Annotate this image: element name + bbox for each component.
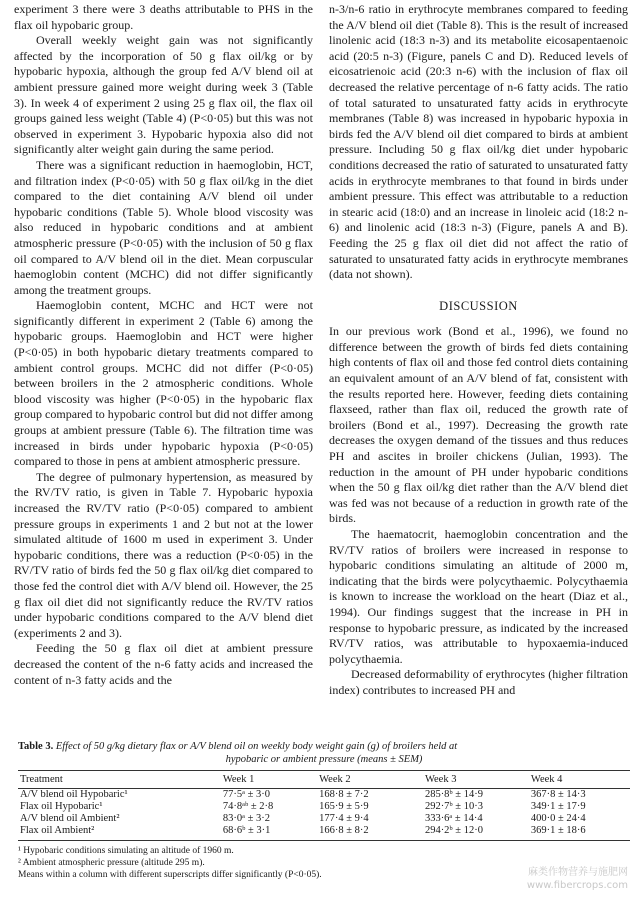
- table-caption: [18, 740, 630, 766]
- header-treatment: Treatment: [20, 774, 63, 785]
- watermark-line-1: 麻类作物营养与施肥网: [528, 867, 628, 878]
- footnote-3: Means within a column with different superscripts differ significantly (P<0·05).: [18, 870, 322, 880]
- left-paragraph-5: The degree of pulmonary hypertension, as measured by the RV/TV ratio, is given in Table 7. Hypobaric hypoxia increased the RV/TV ratio (P<0·05) compared to ambient pressure groups in experiments 1 and 2 but not at the lower simulated altitude of 1600 m used in experiment 3. Under hypobaric conditions, there was a reduction (P<0·05) in the RV/TV ratio of birds fed the 50 g flax oil/kg diet compared to those fed the control diet with A/V blend oil. However, the 25 g flax oil diet did not significantly reduce the RV/TV ratios under hypobaric conditions compared to the A/V blend diet (experiments 2 and 3).: [14, 469, 313, 640]
- table-row: [18, 801, 630, 813]
- weight-gain-table: [18, 770, 630, 841]
- left-paragraph-6: Feeding the 50 g flax oil diet at ambient pressure decreased the content of the n-6 fatty acids and increased the content of n-3 fatty acids and the: [14, 641, 313, 687]
- header-week-2: Week 2: [319, 774, 351, 785]
- cell-week-4: 400·0 ± 24·4: [530, 813, 586, 824]
- cell-week-3: 285·8ᵇ ± 14·9: [424, 789, 483, 800]
- cell-week-4: 349·1 ± 17·9: [530, 801, 586, 812]
- table-caption-line2: hypobaric or ambient pressure (means ± SEM): [225, 754, 423, 765]
- table-row: [18, 789, 630, 802]
- header-week-1: Week 1: [222, 774, 255, 785]
- cell-week-4: 367·8 ± 14·3: [530, 789, 586, 800]
- header-week-3: Week 3: [424, 774, 457, 785]
- cell-week-1: 74·8ᵃᵇ ± 2·8: [222, 801, 274, 812]
- discussion-paragraph-1: In our previous work (Bond et al., 1996), we found no difference between the growth of birds fed diets containing high contents of flax oil and those fed control diets containing an equivalent amount of an A/V blend of fat, consistent with the results reported here. However, feeding diets containing flaxseed, rather than flax oil, reduced the growth rate of broilers (Bond et al., 1997). Decreasing the growth rate decreases the oxygen demand of the tissues and thus reduces PH and ascites in broiler chickens (Julian, 1993). The reduction in the amount of PH under hypobaric conditions when the 50 g flax oil/kg diet rather than the A/V blend diet was fed was not because of a reduction in growth rate of the birds.: [329, 324, 628, 526]
- cell-week-2: 177·4 ± 9·4: [319, 813, 369, 824]
- cell-week-2: 165·9 ± 5·9: [319, 801, 369, 812]
- cell-treatment: Flax oil Ambient²: [20, 825, 95, 836]
- site-watermark: [527, 866, 628, 892]
- cell-week-1: 68·6ᵇ ± 3·1: [222, 825, 271, 836]
- cell-week-3: 333·6ᵃ ± 14·4: [424, 813, 483, 824]
- discussion-paragraph-2: The haematocrit, haemoglobin concentration and the RV/TV ratios of broilers were increased in response to hypobaric conditions simulating an altitude of 2000 m, indicating that the birds were polycythaemic. Polycythaemia is known to increase the workload on the heart (Diaz et al., 1994). Our findings suggest that the increase in PH in response to hypobaric pressure, as indicated by the increased RV/TV ratios, was attributable to hypoxaemia-induced polycythaemia.: [329, 527, 628, 666]
- cell-week-2: 168·8 ± 7·2: [319, 789, 369, 800]
- left-paragraph-1: experiment 3 there were 3 deaths attributable to PHS in the flax oil hypobaric group.: [14, 2, 313, 32]
- header-week-4: Week 4: [530, 774, 563, 785]
- table-header-row: [18, 771, 630, 789]
- table-caption-line1: Effect of 50 g/kg dietary flax or A/V blend oil on weekly body weight gain (g) of broilers held at: [55, 741, 458, 752]
- cell-week-2: 166·8 ± 8·2: [319, 825, 369, 836]
- right-paragraph-1: n-3/n-6 ratio in erythrocyte membranes compared to feeding the A/V blend oil diet (Table 8). This is the result of increased linolenic acid (18:3 n-3) and its metabolite eicosapentaenoic acid (20:5 n-3) (Figure, panels C and D). Reduced levels of eicosatrienoic acid (20:3 n-6) with the inclusion of flax oil decreased the relative percentage of n-6 fatty acids. The ratio of total saturated to unsaturated fatty acids in erythrocyte membranes (Table 8) was increased in hypobaric hypoxia in birds fed the A/V blend oil diet compared to birds at ambient pressure. Including 50 g flax oil/kg diet under hypobaric conditions decreased the ratio of saturated to unsaturated fatty acids in erythrocyte membranes to that found in birds under ambient pressure. This effect was attributable to a reduction in stearic acid (18:0) and an increase in linoleic acid (18:2 n-6) and linolenic acid (18:3 n-3) (Figure, panels A and B). Feeding the 25 g flax oil diet did not affect the ratio of saturated to unsaturated fatty acids in erythrocyte membranes (data not shown).: [329, 2, 628, 282]
- cell-treatment: A/V blend oil Hypobaric¹: [20, 789, 128, 800]
- cell-week-1: 77·5ᵃ ± 3·0: [222, 789, 270, 800]
- cell-treatment: Flax oil Hypobaric¹: [20, 801, 103, 812]
- cell-week-1: 83·0ᵃ ± 3·2: [222, 813, 270, 824]
- footnote-1: ¹ Hypobaric conditions simulating an altitude of 1960 m.: [18, 846, 234, 856]
- right-column: [329, 2, 628, 738]
- cell-treatment: A/V blend oil Ambient²: [20, 813, 120, 824]
- left-paragraph-4: Haemoglobin content, MCHC and HCT were not significantly different in experiment 2 (Table 6) among the hypobaric groups. Haemoglobin and HCT were higher (P<0·05) in both hypobaric dietary treatments compared to ambient control groups. MCHC did not differ (P<0·05) between broilers in the 2 atmospheric conditions. Whole blood viscosity was higher (P<0·05) in the hypobaric flax group compared to hypobaric control but did not differ among groups at ambient pressure (Table 6). The filtration time was increased in birds under hypobaric hypoxia (P<0·05) compared to those in pens at ambient atmospheric pressure.: [14, 298, 313, 469]
- left-column: [14, 2, 313, 738]
- footnote-2: ² Ambient atmospheric pressure (altitude 295 m).: [18, 858, 205, 868]
- left-paragraph-3: There was a significant reduction in haemoglobin, HCT, and filtration index (P<0·05) with 50 g flax oil/kg in the diet compared to the diet containing A/V blend oil under hypobaric conditions (Table 5). Whole blood viscosity was also reduced in hypobaric conditions and at ambient atmospheric pressure (P<0·05) with the inclusion of 50 g flax oil compared to A/V blend oil in the diet. Mean corpuscular haemoglobin content (MCHC) did not differ significantly among the treatment groups.: [14, 157, 313, 297]
- table-label: Table 3.: [18, 741, 54, 752]
- two-column-body: [14, 2, 628, 738]
- table-row: [18, 825, 630, 841]
- table-3: [18, 740, 630, 881]
- table-row: [18, 813, 630, 825]
- cell-week-3: 294·2ᵇ ± 12·0: [424, 825, 483, 836]
- left-paragraph-2: Overall weekly weight gain was not significantly affected by the incorporation of 50 g flax oil/kg or by hypobaric hypoxia, although the group fed A/V blend oil at ambient pressure gained more weight during week 3 (Table 3). In week 4 of experiment 2 using 25 g flax oil, the flax oil groups gained less weight (Table 4) (P<0·05) but this was not observed in experiment 3. Hypobaric hypoxia also did not significantly alter weight gain during the same period.: [14, 33, 313, 157]
- cell-week-4: 369·1 ± 18·6: [530, 825, 586, 836]
- cell-week-3: 292·7ᵇ ± 10·3: [424, 801, 483, 812]
- discussion-paragraph-3: Decreased deformability of erythrocytes (higher filtration index) contributes to increased PH and: [329, 667, 628, 697]
- watermark-line-2: www.fibercrops.com: [526, 880, 628, 891]
- discussion-heading: DISCUSSION: [439, 298, 518, 313]
